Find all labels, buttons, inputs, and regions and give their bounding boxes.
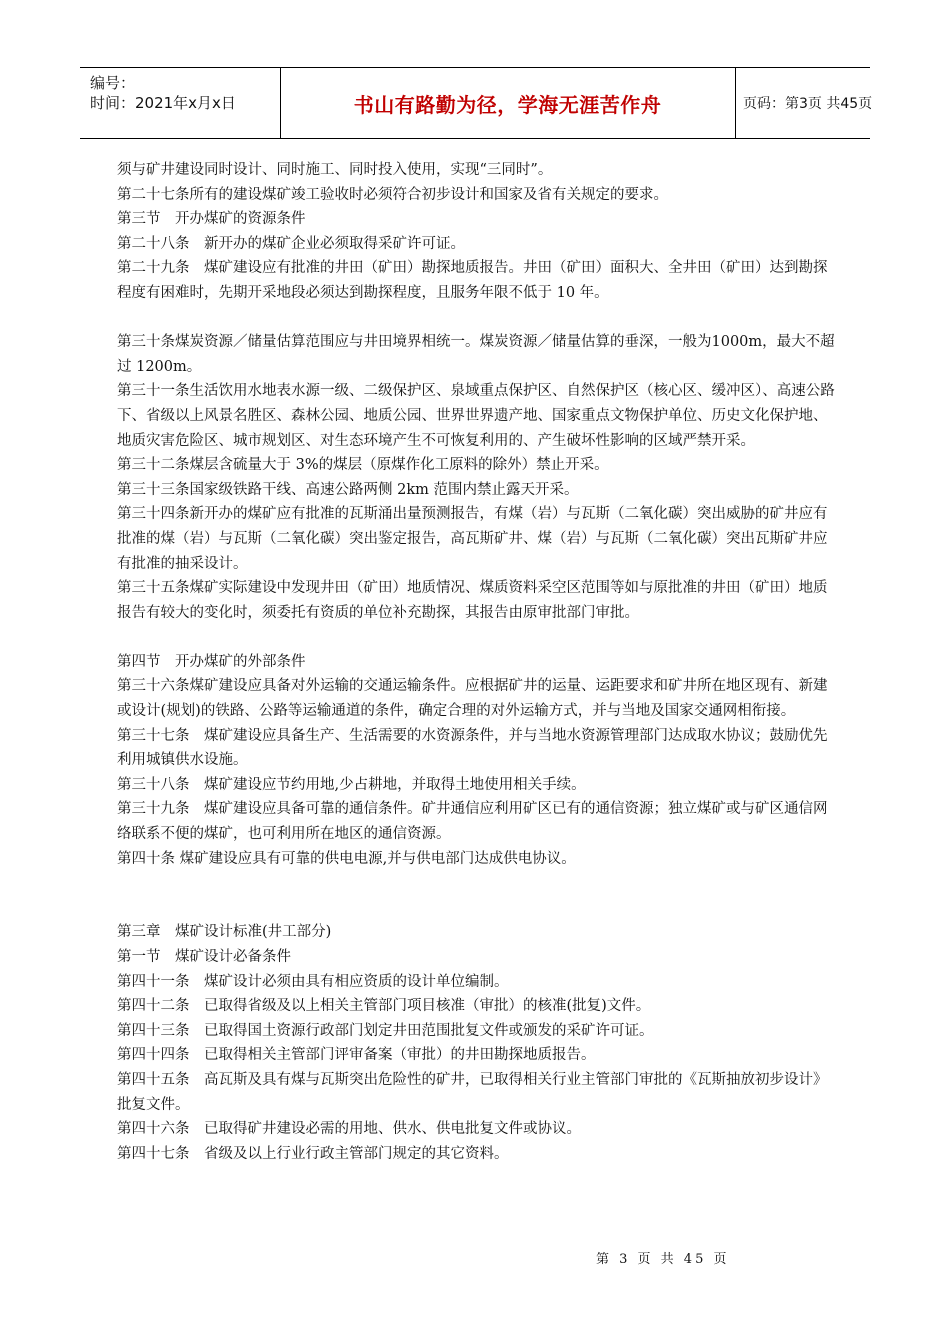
- paragraph: 第四十一条 煤矿设计必须由具有相应资质的设计单位编制。: [117, 973, 509, 990]
- section-heading: 第一节 煤矿设计必备条件: [117, 949, 291, 965]
- paragraph: 第四十三条 已取得国土资源行政部门划定井田范围批复文件或颁发的采矿许可证。: [117, 1022, 654, 1039]
- paragraph: 须与矿井建设同时设计、同时施工、同时投入使用，实现“三同时”。: [117, 162, 553, 178]
- document-body: [117, 158, 835, 1166]
- spacer: [117, 306, 835, 331]
- paragraph: 第三十二条煤层含硫量大于 3%的煤层（原煤作化工原料的除外）禁止开采。: [117, 457, 609, 474]
- page-header: [80, 67, 873, 139]
- paragraph: 第三十八条 煤矿建设应节约用地,少占耕地，并取得土地使用相关手续。: [117, 776, 586, 793]
- header-meta-cell: [80, 68, 281, 138]
- paragraph: 第四十二条 已取得省级及以上相关主管部门项目核准（审批）的核准(批复)文件。: [117, 998, 651, 1015]
- document-date: 时间：2021年x月x日: [90, 94, 236, 112]
- paragraph: 第三十条煤炭资源／储量估算范围应与井田境界相统一。煤炭资源／储量估算的垂深，一般为1000m，最大不超过 1200m。: [117, 334, 835, 375]
- paragraph: 第三十四条新开办的煤矿应有批准的瓦斯涌出量预测报告，有煤（岩）与瓦斯（二氧化碳）突出威胁的矿井应有批准的煤（岩）与瓦斯（二氧化碳）突出鉴定报告，高瓦斯矿井、煤（岩）与瓦斯（二氧化碳）突出瓦斯矿井应有批准的抽采设计。: [117, 506, 828, 572]
- document-number-label: 编号：: [90, 74, 136, 92]
- paragraph: 第三十三条国家级铁路干线、高速公路两侧 2km 范围内禁止露天开采。: [117, 481, 579, 498]
- paragraph: 第二十七条所有的建设煤矿竣工验收时必须符合初步设计和国家及省有关规定的要求。: [117, 186, 668, 203]
- section-heading: 第三节 开办煤矿的资源条件: [117, 211, 306, 228]
- paragraph: 第三十九条 煤矿建设应具备可靠的通信条件。矿井通信应利用矿区已有的通信资源；独立煤矿或与矿区通信网络联系不便的煤矿，也可利用所在地区的通信资源。: [117, 801, 828, 843]
- page-footer: 第 3 页 共 45 页: [596, 1252, 730, 1267]
- paragraph: 第三十五条煤矿实际建设中发现井田（矿田）地质情况、煤质资料采空区范围等如与原批准的井田（矿田）地质报告有较大的变化时，须委托有资质的单位补充勘探，其报告由原审批部门审批。: [117, 580, 828, 621]
- paragraph: 第二十九条 煤矿建设应有批准的井田（矿田）勘探地质报告。井田（矿田）面积大、全井田（矿田）达到勘探程度有困难时，先期开采地段必须达到勘探程度，且服务年限不低于 10 年。: [117, 260, 828, 301]
- paragraph: 第四十七条 省级及以上行业行政主管部门规定的其它资料。: [117, 1145, 509, 1162]
- spacer: [117, 871, 835, 920]
- paragraph: 第三十一条生活饮用水地表水源一级、二级保护区、泉域重点保护区、自然保护区（核心区、缓冲区）、高速公路下、省级以上风景名胜区、森林公园、地质公园、世界世界遗产地、国家重点文物保护单位、历史文化保护地、地质灾害危险区、城市规划区、对生态环境产生不可恢复利用的、产生破坏性影响的区域严禁开采。: [117, 383, 835, 449]
- paragraph: 第三十六条煤矿建设应具备对外运输的交通运输条件。应根据矿井的运量、运距要求和矿井所在地区现有、新建或设计(规划)的铁路、公路等运输通道的条件，确定合理的对外运输方式，并与当地及国家交通网相衔接。: [117, 678, 828, 720]
- spacer: [117, 625, 835, 650]
- header-motto-cell: [280, 68, 736, 138]
- header-page-info: 页码：第3页 共45页: [743, 96, 873, 112]
- paragraph: 第四十六条 已取得矿井建设必需的用地、供水、供电批复文件或协议。: [117, 1121, 581, 1138]
- header-page-cell: [735, 68, 878, 138]
- paragraph: 第四十条 煤矿建设应具有可靠的供电电源,并与供电部门达成供电协议。: [117, 850, 576, 867]
- chapter-heading: 第三章 煤矿设计标准(井工部分): [117, 924, 332, 941]
- paragraph: 第四十五条 高瓦斯及具有煤与瓦斯突出危险性的矿井，已取得相关行业主管部门审批的《瓦斯抽放初步设计》批复文件。: [117, 1071, 828, 1113]
- paragraph: 第四十四条 已取得相关主管部门评审备案（审批）的井田勘探地质报告。: [117, 1047, 596, 1064]
- section-heading: 第四节 开办煤矿的外部条件: [117, 653, 306, 670]
- paragraph: 第二十八条 新开办的煤矿企业必须取得采矿许可证。: [117, 235, 465, 252]
- header-motto: 书山有路勤为径，学海无涯苦作舟: [353, 92, 662, 117]
- paragraph: 第三十七条 煤矿建设应具备生产、生活需要的水资源条件，并与当地水资源管理部门达成取水协议；鼓励优先利用城镇供水设施。: [117, 727, 828, 769]
